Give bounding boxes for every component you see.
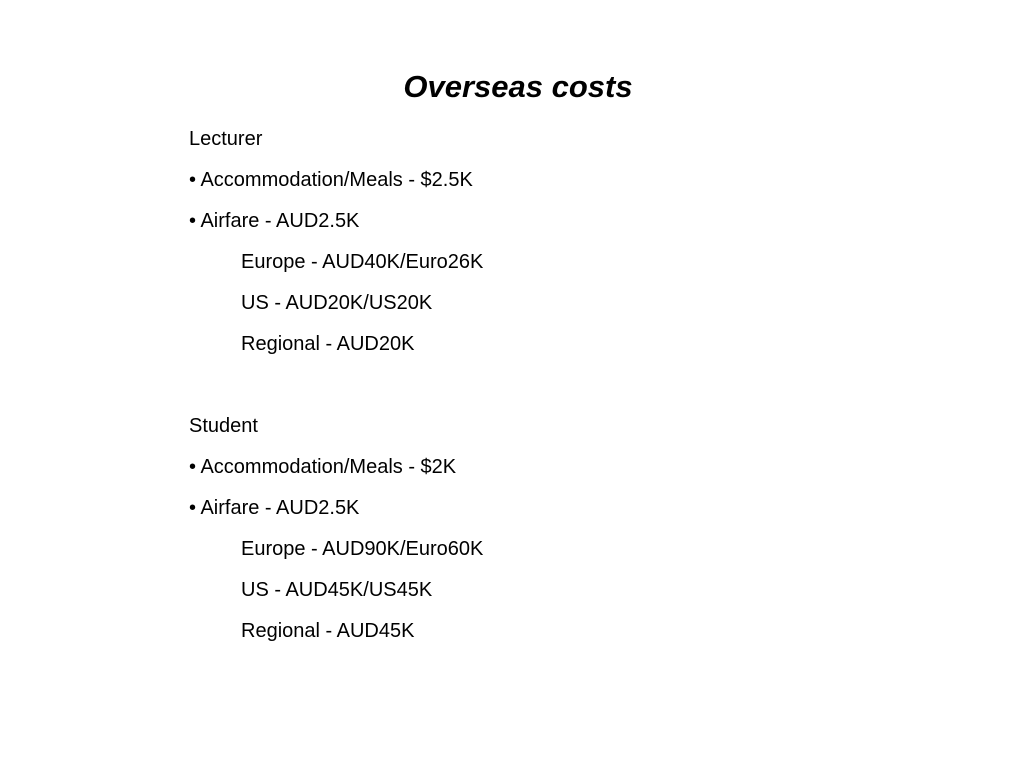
sub-item: US - AUD45K/US45K bbox=[241, 579, 433, 601]
sub-item: Regional - AUD20K bbox=[241, 333, 415, 355]
bullet-item: • Airfare - AUD2.5K bbox=[189, 497, 360, 519]
bullet-item: • Airfare - AUD2.5K bbox=[189, 210, 360, 232]
slide-title: Overseas costs bbox=[403, 69, 633, 104]
bullet-item: • Accommodation/Meals - $2.5K bbox=[189, 169, 473, 191]
section-heading: Student bbox=[189, 415, 258, 437]
sub-item: US - AUD20K/US20K bbox=[241, 292, 433, 314]
section-heading: Lecturer bbox=[189, 128, 263, 150]
sub-item: Regional - AUD45K bbox=[241, 620, 415, 642]
sub-item: Europe - AUD40K/Euro26K bbox=[241, 251, 484, 273]
section-student bbox=[189, 406, 949, 652]
bullet-item: • Accommodation/Meals - $2K bbox=[189, 456, 457, 478]
section-lecturer bbox=[189, 119, 949, 365]
slide-body bbox=[189, 119, 949, 652]
sub-item: Europe - AUD90K/Euro60K bbox=[241, 538, 484, 560]
section-spacer bbox=[189, 365, 949, 406]
